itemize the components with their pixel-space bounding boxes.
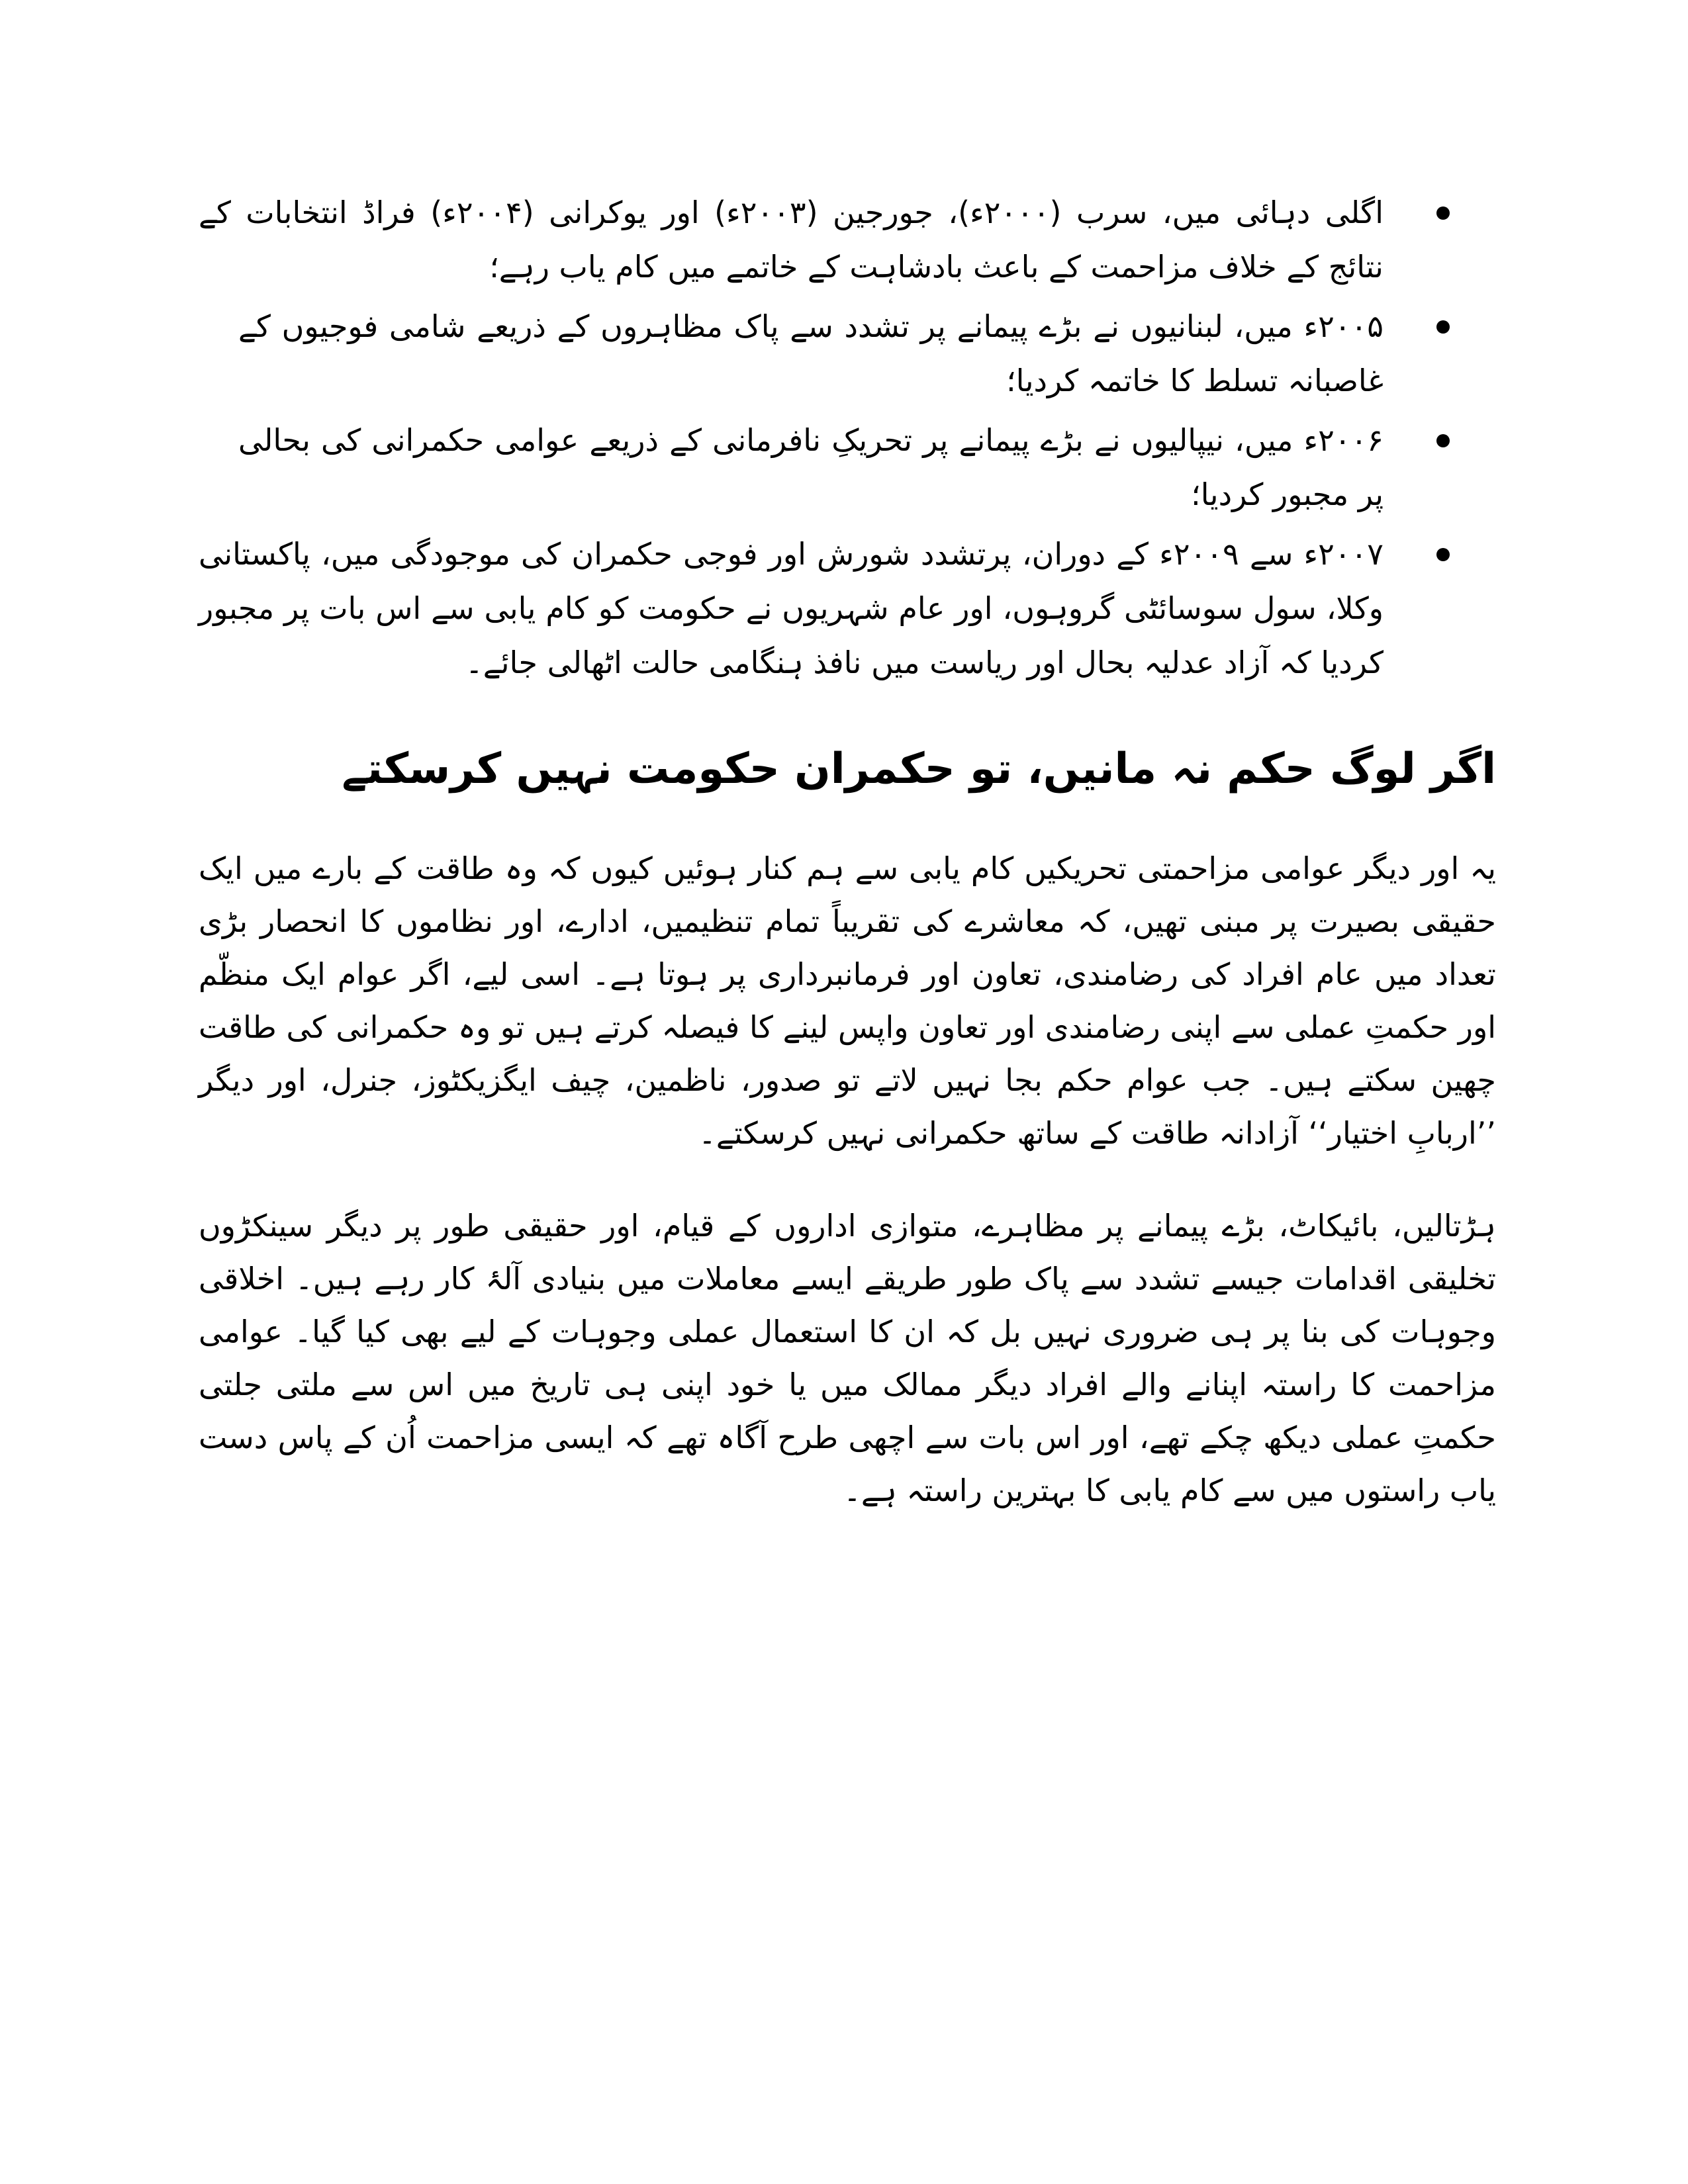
body-paragraph: یہ اور دیگر عوامی مزاحمتی تحریکیں کام یابی سے ہم کنار ہوئیں کیوں کہ وہ طاقت کے بارے میں ایک حقیقی بصیرت پر مبنی تھیں، کہ معاشرے کی تقریباً تمام تنظیمیں، ادارے، اور نظاموں کا انحصار بڑی تعداد میں عام افراد کی رضامندی، تعاون اور فرمانبرداری پر ہوتا ہے۔ اسی لیے، اگر عوام ایک منظّم اور حکمتِ عملی سے اپنی رضامندی اور تعاون واپس لینے کا فیصلہ کرتے ہیں تو وہ حکمرانی کی طاقت چھین سکتے ہیں۔ جب عوام حکم بجا نہیں لاتے تو صدور، ناظمین، چیف ایگزیکٹوز، جنرل، اور دیگر ’’اربابِ اختیار‘‘ آزادانہ طاقت کے ساتھ حکمرانی نہیں کرسکتے۔	[199, 850, 1496, 1151]
bullet-text: اگلی دہائی میں، سرب (۲۰۰۰ء)، جورجین (۲۰۰۳ء) اور یوکرانی (۲۰۰۴ء) فراڈ انتخابات کے نتائج کے خلاف مزاحمت کے باعث بادشاہت کے خاتمے میں کام یاب رہے؛	[199, 195, 1383, 285]
bullet-icon	[1436, 548, 1450, 561]
bullet-icon	[1436, 206, 1450, 220]
bullet-list	[199, 185, 1496, 690]
bullet-text: ۲۰۰۵ء میں، لبنانیوں نے بڑے پیمانے پر تشدد سے پاک مظاہروں کے ذریعے شامی فوجیوں کے غاصبانہ تسلط کا خاتمہ کردیا؛	[238, 308, 1383, 398]
bullet-icon	[1436, 320, 1450, 334]
bullet-text: ۲۰۰۶ء میں، نیپالیوں نے بڑے پیمانے پر تحریکِ نافرمانی کے ذریعے عوامی حکمرانی کی بحالی پر مجبور کردیا؛	[238, 422, 1383, 512]
bullet-icon	[1436, 434, 1450, 447]
bullet-item	[199, 185, 1496, 294]
bullet-text: ۲۰۰۷ء سے ۲۰۰۹ء کے دوران، پرتشدد شورش اور فوجی حکمران کی موجودگی میں، پاکستانی وکلا، سول سوسائٹی گروہوں، اور عام شہریوں نے حکومت کو کام یابی سے اس بات پر مجبور کردیا کہ آزاد عدلیہ بحال اور ریاست میں نافذ ہنگامی حالت اٹھالی جائے۔	[199, 536, 1383, 680]
bullet-item	[199, 527, 1496, 690]
body-paragraph: ہڑتالیں، بائیکاٹ، بڑے پیمانے پر مظاہرے، متوازی اداروں کے قیام، اور حقیقی طور پر دیگر سینکڑوں تخلیقی اقدامات جیسے تشدد سے پاک طور طریقے ایسے معاملات میں بنیادی آلۂ کار رہے ہیں۔ اخلاقی وجوہات کی بنا پر ہی ضروری نہیں بل کہ ان کا استعمال عملی وجوہات کے لیے بھی کیا گیا۔ عوامی مزاحمت کا راستہ اپنانے والے افراد دیگر ممالک میں یا خود اپنی ہی تاریخ میں اس سے ملتی جلتی حکمتِ عملی دیکھ چکے تھے، اور اس بات سے اچھی طرح آگاہ تھے کہ ایسی مزاحمت اُن کے پاس دست یاب راستوں میں سے کام یابی کا بہترین راستہ ہے۔	[199, 1208, 1496, 1508]
bullet-item	[199, 413, 1496, 522]
bullet-item	[199, 299, 1496, 408]
section-heading: اگر لوگ حکم نہ مانیں، تو حکمران حکومت نہیں کرسکتے	[342, 745, 1496, 794]
page-content	[199, 185, 1496, 1557]
